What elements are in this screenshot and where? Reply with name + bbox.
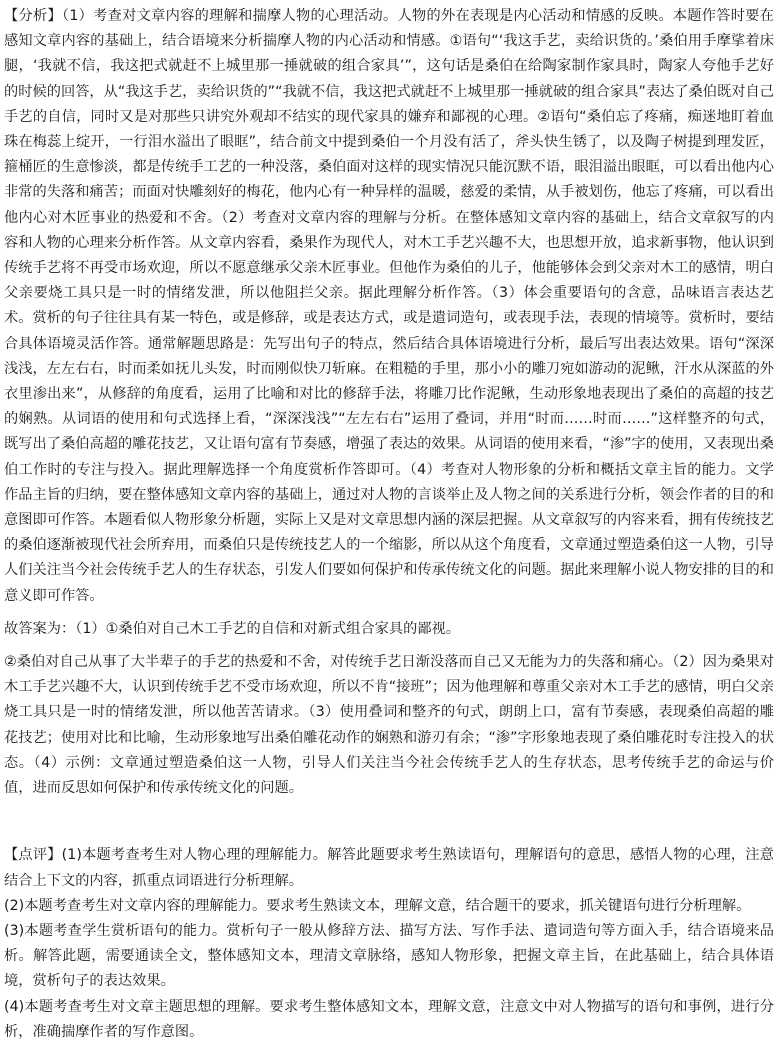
comment-item-1: 【点评】(1)本题考查考生对人物心理的理解能力。解答此题要求考生熟读语句，理解语句的意思，感悟人物的心理，注意结合上下文的内容，抓重点词语进行分析理解。 [4, 847, 774, 889]
comment-item-3: (3)本题考查学生赏析语句的能力。赏析句子一般从修辞方法、描写方法、写作手法、遣词造句等方面入手，结合语境来品析。解答此题，需要通读全文，整体感知文本，理清文章脉络，感知人物形象，把握文章主旨，在此基础上，结合具体语境，赏析句子的表达效果。 [4, 922, 774, 990]
analysis-paragraph: 【分析】（1）考查对文章内容的理解和揣摩人物的心理活动。人物的外在表现是内心活动和情感的反映。本题作答时要在感知文章内容的基础上，结合语境来分析揣摩人物的内心活动和情感。①语句“‘我这手艺，卖给识货的。’桑伯用手摩挲着床腿，‘我就不信，我这把式就赶不上城里那一捶就破的组合家具’”，这句话是桑伯在给陶家制作家具时，陶家人夸他手艺好的时候的回答，从“我这手艺，卖给识货的”“我就不信，我这把式就赶不上城里那一捶就破的组合家具”表达了桑伯既对自己手艺的自信，同时又是对那些只讲究外观却不结实的现代家具的嫌弃和鄙视的心理。②语句“桑伯忘了疼痛，痴迷地盯着血珠在梅蕊上绽开，一行泪水溢出了眼眶”，结合前文中提到桑伯一个月没有活了，斧头快生锈了，以及陶子树提到理发匠，箍桶匠的生意惨淡，都是传统手工艺的一种没落，桑伯面对这样的现实情况只能沉默不语，眼泪溢出眼眶，可以看出他内心非常的失落和痛苦；而面对快雕刻好的梅花，他内心有一种异样的温暖，慈爱的柔情，从手被划伤，他忘了疼痛，可以看出他内心对木匠事业的热爱和不舍。（2）考查对文章内容的理解与分析。在整体感知文章内容的基础上，结合文章叙写的内容和人物的心理来分析作答。从文章内容看，桑果作为现代人，对木工手艺兴趣不大，也思想开放，追求新事物，他认识到传统手艺将不再受市场欢迎，所以不愿意继承父亲木匠事业。但他作为桑伯的儿子，他能够体会到父亲对木工的感情，明白父亲要烧工具只是一时的情绪发泄，所以他阻拦父亲。据此理解分析作答。（3）体会重要语句的含意，品味语言表达艺术。赏析的句子往往具有某一特色，或是修辞，或是表达方式，或是遣词造句，或表现手法，表现的情境等。赏析时，要结合具体语境灵活作答。通常解题思路是：先写出句子的特点，然后结合具体语境进行分析，最后写出表达效果。语句“深深浅浅，左左右右，时而柔如抚儿头发，时而刚似快刀斩麻。在粗糙的手里，那小小的雕刀宛如游动的泥鳅，汗水从深蓝的外衣里渗出来”，从修辞的角度看，运用了比喻和对比的修辞手法，将雕刀比作泥鳅，生动形象地表现出了桑伯的高超的技艺的娴熟。从词语的使用和句式选择上看，“深深浅浅”“左左右右”运用了叠词，并用“时而……时而……”这样整齐的句式，既写出了桑伯高超的雕花技艺，又让语句富有节奏感，增强了表达的效果。从词语的使用来看，“渗”字的使用，又表现出桑伯工作时的专注与投入。据此理解选择一个角度赏析作答即可。（4）考查对人物形象的分析和概括文章主旨的能力。文学作品主旨的归纳，要在整体感知文章内容的基础上，通过对人物的言谈举止及人物之间的关系进行分析，领会作者的目的和意图即可作答。本题看似人物形象分析题，实际上又是对文章思想内涵的深层把握。从文章叙写的内容来看，拥有传统技艺的桑伯逐渐被现代社会所弃用，而桑伯只是传统技艺人的一个缩影，所以从这个角度看，文章通过塑造桑伯这一人物，引导人们关注当今社会传统手艺人的生存状态，引发人们要如何保护和传承传统文化的问题。据此来理解小说人物安排的目的和意义即可作答。 [4, 8, 774, 604]
comment-section [4, 843, 774, 1045]
comment-item-2: (2)本题考查考生对文章内容的理解能力。要求考生熟读文本，理解文意，结合题干的要求，抓关键语句进行分析理解。 [4, 897, 751, 914]
answer-paragraph: ②桑伯对自己从事了大半辈子的手艺的热爱和不舍，对传统手艺日渐没落而自己又无能为力的失落和痛心。（2）因为桑果对木工手艺兴趣不大，认识到传统手艺不受市场欢迎，所以不肯“接班”；因为他理解和尊重父亲对木工手艺的感情，明白父亲烧工具只是一时的情绪发泄，所以他苦苦请求。（3）使用叠词和整齐的句式，朗朗上口，富有节奏感，表现桑伯高超的雕花技艺；使用对比和比喻，生动形象地写出桑伯雕花动作的娴熟和游刃有余；“渗”字形象地表现了桑伯雕花时专注投入的状态。（4）示例：文章通过塑造桑伯这一人物，引导人们关注当今社会传统手艺人的生存状态，思考传统手艺的命运与价值，进而反思如何保护和传承传统文化的问题。 [4, 654, 774, 797]
comment-item-4: (4)本题考查考生对文章主题思想的理解。要求考生整体感知文本，理解文意，注意文中对人物描写的语句和事例，进行分析，准确揣摩作者的写作意图。 [4, 998, 774, 1040]
answer-heading: 故答案为：（1）①桑伯对自己木工手艺的自信和对新式组合家具的鄙视。 [4, 620, 461, 637]
